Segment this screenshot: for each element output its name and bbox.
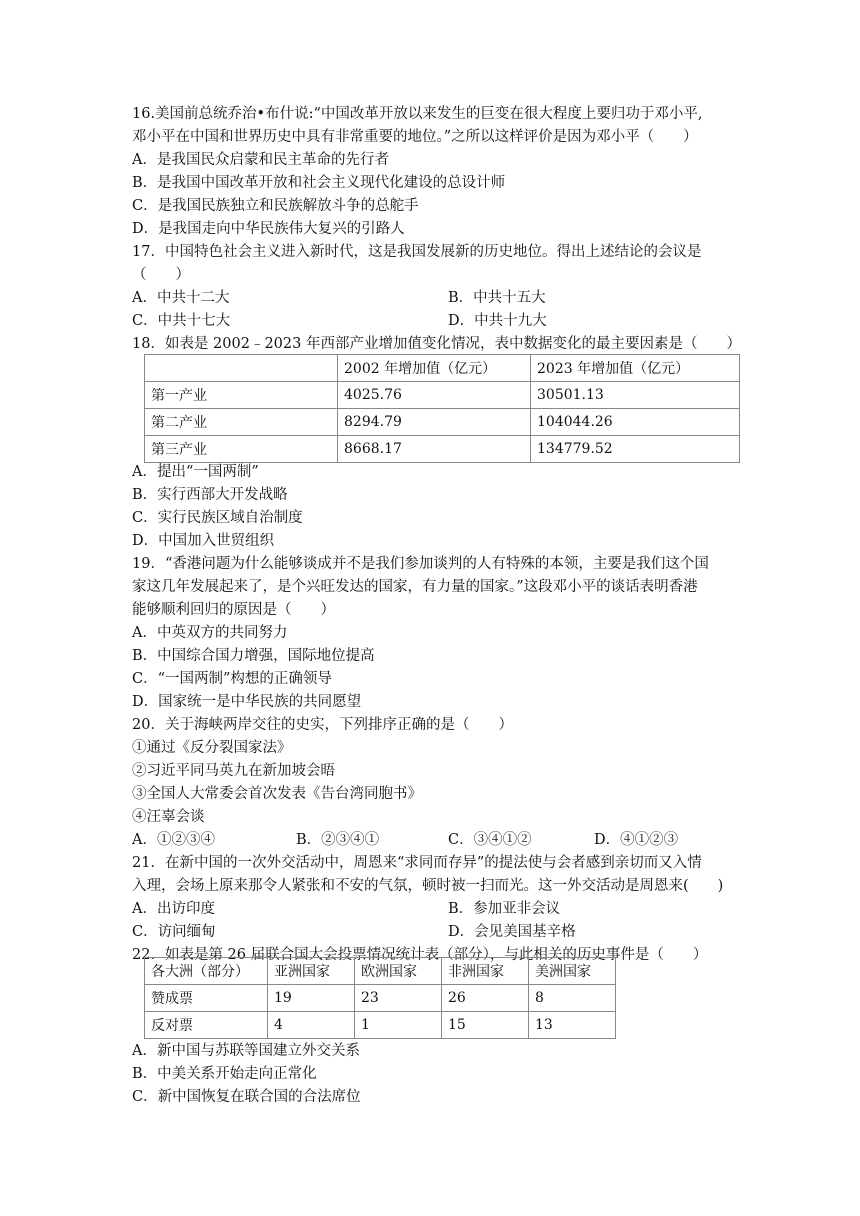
q21-stem-line2: 入理，会场上原来那令人紧张和不安的气氛，顿时被一扫而光。这一外交活动是周恩来( ): [132, 878, 724, 894]
q16-stem-line1: 16.美国前总统乔治•布什说:“中国改革开放以来发生的巨变在很大程度上要归功于邓小平,: [132, 106, 703, 122]
q20-option-d: D．④①②③: [594, 832, 679, 848]
table-row: [145, 382, 740, 409]
q20-item-3: ③全国人大常委会首次发表《告台湾同胞书》: [132, 786, 422, 802]
table-cell: 4: [268, 1012, 355, 1039]
q22-stem: 22．如表是第 26 届联合国大会投票情况统计表（部分），与此相关的历史事件是（ ）: [132, 947, 708, 963]
q16-option-c: C．是我国民族独立和民族解放斗争的总舵手: [132, 198, 419, 214]
q18-data-table: [144, 354, 740, 463]
table-cell: 8668.17: [338, 436, 531, 463]
q18-option-b: B．实行西部大开发战略: [132, 487, 288, 503]
q22-option-c: C．新中国恢复在联合国的合法席位: [132, 1089, 361, 1105]
q21-option-d: D．会见美国基辛格: [448, 924, 576, 940]
table-header-cell: 亚洲国家: [268, 958, 355, 985]
q22-option-a: A．新中国与苏联等国建立外交关系: [132, 1043, 360, 1059]
table-cell: 134779.52: [531, 436, 740, 463]
table-cell: 23: [355, 985, 442, 1012]
table-header-cell: 美洲国家: [529, 958, 616, 985]
table-cell: 19: [268, 985, 355, 1012]
q19-stem-line3: 能够顺利回归的原因是（ ）: [132, 602, 335, 618]
q21-option-c: C．访问缅甸: [132, 924, 216, 940]
table-cell: 30501.13: [531, 382, 740, 409]
table-cell: 8: [529, 985, 616, 1012]
table-row: [145, 1012, 616, 1039]
q20-item-2: ②习近平同马英九在新加坡会晤: [132, 763, 335, 779]
q19-stem-line1: 19．“香港问题为什么能够谈成并不是我们参加谈判的人有特殊的本领，主要是我们这个国: [132, 556, 709, 572]
q20-item-1: ①通过《反分裂国家法》: [132, 740, 292, 756]
table-cell: 第三产业: [145, 436, 338, 463]
q17-option-d: D．中共十九大: [448, 313, 547, 329]
table-row: [145, 409, 740, 436]
q17-option-a: A．中共十二大: [132, 290, 230, 306]
table-header-cell: 各大洲（部分）: [145, 958, 268, 985]
table-header-cell: 2023 年增加值（亿元）: [531, 355, 740, 382]
table-cell: 第一产业: [145, 382, 338, 409]
q21-option-b: B．参加亚非会议: [448, 901, 561, 917]
q18-option-c: C．实行民族区域自治制度: [132, 510, 303, 526]
q18-stem: 18．如表是 2002﹣2023 年西部产业增加值变化情况，表中数据变化的最主要因素是（ ）: [132, 336, 741, 352]
q19-option-d: D．国家统一是中华民族的共同愿望: [132, 694, 362, 710]
q17-option-b: B．中共十五大: [448, 290, 546, 306]
table-row: [145, 436, 740, 463]
q17-option-c: C．中共十七大: [132, 313, 231, 329]
q20-option-a: A．①②③④: [132, 832, 215, 848]
q22-vote-table: [144, 957, 616, 1039]
q20-option-b: B．②③④①: [296, 832, 380, 848]
q17-stem-line1: 17．中国特色社会主义进入新时代，这是我国发展新的历史地位。得出上述结论的会议是: [132, 244, 702, 260]
q20-item-4: ④汪辜会谈: [132, 809, 205, 825]
table-header-cell: 非洲国家: [442, 958, 529, 985]
table-header-row: [145, 355, 740, 382]
q19-option-a: A．中英双方的共同努力: [132, 625, 288, 641]
q21-stem-line1: 21．在新中国的一次外交活动中，周恩来“求同而存异”的提法使与会者感到亲切而又入情: [132, 855, 702, 871]
q19-option-b: B．中国综合国力增强，国际地位提高: [132, 648, 375, 664]
table-cell: 赞成票: [145, 985, 268, 1012]
table-cell: 8294.79: [338, 409, 531, 436]
table-header-row: [145, 958, 616, 985]
table-cell: 13: [529, 1012, 616, 1039]
q16-stem-line2: 邓小平在中国和世界历史中具有非常重要的地位。”之所以这样评价是因为邓小平（ ）: [132, 129, 698, 145]
table-header-cell: 欧洲国家: [355, 958, 442, 985]
table-cell: 反对票: [145, 1012, 268, 1039]
q20-stem: 20．关于海峡两岸交往的史实，下列排序正确的是（ ）: [132, 717, 513, 733]
table-cell: 26: [442, 985, 529, 1012]
q17-stem-line2: （ ）: [132, 267, 190, 283]
table-cell: 1: [355, 1012, 442, 1039]
q16-option-a: A．是我国民众启蒙和民主革命的先行者: [132, 152, 389, 168]
table-cell: 4025.76: [338, 382, 531, 409]
table-cell: 104044.26: [531, 409, 740, 436]
q18-option-a: A．提出“一国两制”: [132, 464, 259, 480]
q18-option-d: D．中国加入世贸组织: [132, 533, 275, 549]
table-cell: 15: [442, 1012, 529, 1039]
q16-option-b: B．是我国中国改革开放和社会主义现代化建设的总设计师: [132, 175, 506, 191]
q16-option-d: D．是我国走向中华民族伟大复兴的引路人: [132, 221, 405, 237]
table-header-cell: [145, 355, 338, 382]
table-row: [145, 985, 616, 1012]
q21-option-a: A．出访印度: [132, 901, 215, 917]
q19-stem-line2: 家这几年发展起来了，是个兴旺发达的国家，有力量的国家。”这段邓小平的谈话表明香港: [132, 579, 698, 595]
table-cell: 第二产业: [145, 409, 338, 436]
table-header-cell: 2002 年增加值（亿元）: [338, 355, 531, 382]
q20-option-c: C．③④①②: [448, 832, 532, 848]
q22-option-b: B．中美关系开始走向正常化: [132, 1066, 317, 1082]
q19-option-c: C．“一国两制”构想的正确领导: [132, 671, 332, 687]
